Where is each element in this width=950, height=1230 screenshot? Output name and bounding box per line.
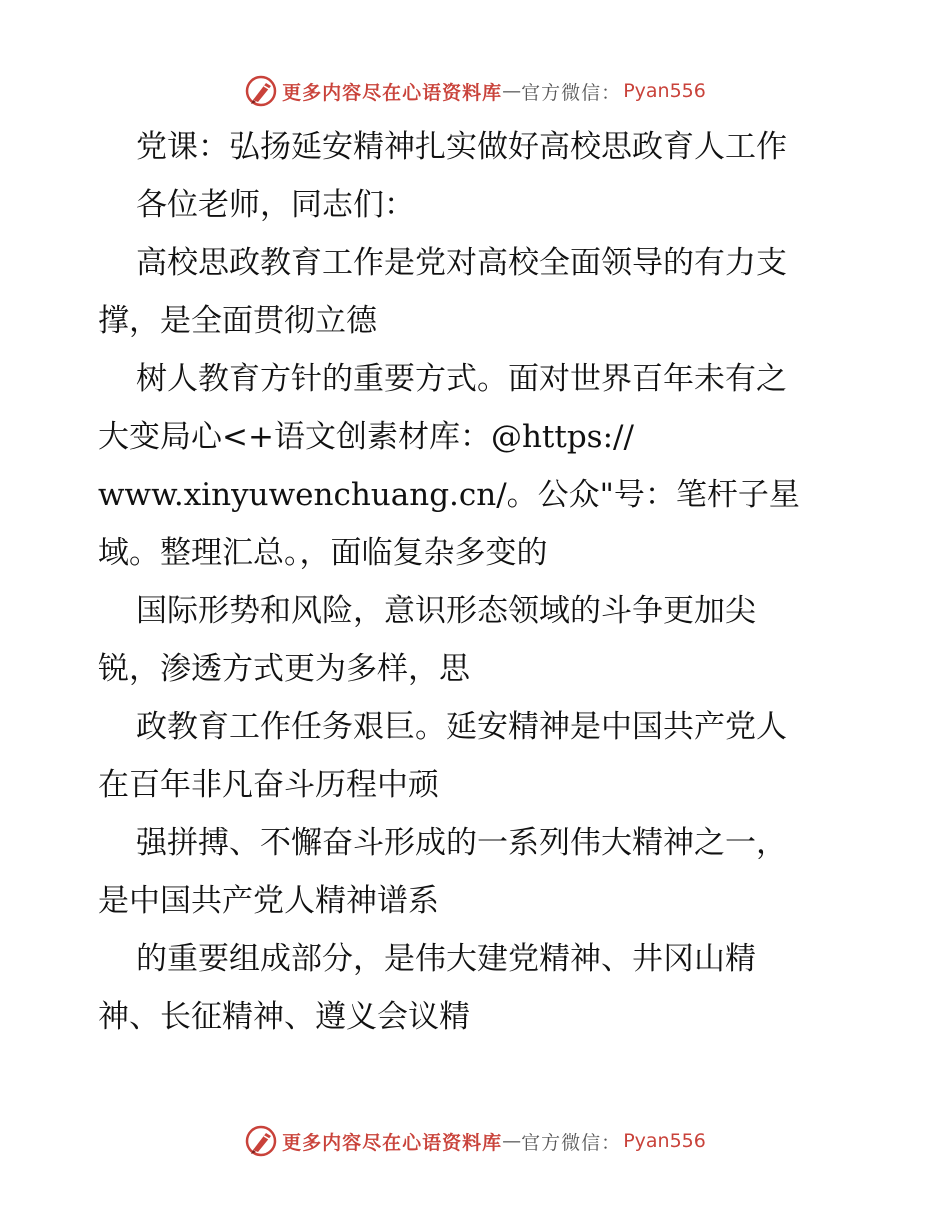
- banner-separator: —: [502, 80, 522, 102]
- paragraph-line: 国际形势和风险，意识形态领域的斗争更加尖: [136, 593, 756, 629]
- document-title: 党课：弘扬延安精神扎实做好高校思政育人工作: [136, 129, 787, 165]
- header-watermark-banner: [0, 71, 950, 111]
- paragraph-line: 域。整理汇总。，面临复杂多变的: [98, 535, 548, 571]
- banner-wechat-label: 官方微信：: [521, 81, 622, 104]
- paragraph-line: 强拼搏、不懈奋斗形成的一系列伟大精神之一，: [136, 825, 787, 861]
- paragraph-line: 是中国共产党人精神谱系: [98, 883, 439, 919]
- banner-wechat-id: Pyan556: [623, 80, 706, 102]
- salutation: 各位老师，同志们：: [136, 187, 415, 223]
- quill-pen-logo-icon: [244, 1124, 278, 1158]
- paragraph-line: 政教育工作任务艰巨。延安精神是中国共产党人: [136, 709, 787, 745]
- banner-separator: —: [502, 1130, 522, 1152]
- banner-wechat-label: 官方微信：: [521, 1131, 622, 1154]
- banner-wechat-id: Pyan556: [623, 1130, 706, 1152]
- paragraph-line: 锐，渗透方式更为多样，思: [98, 651, 470, 687]
- paragraph-line: 撑，是全面贯彻立德: [98, 303, 377, 339]
- paragraph-line: 的重要组成部分，是伟大建党精神、井冈山精: [136, 941, 756, 977]
- banner-main-text: 更多内容尽在心语资料库: [282, 81, 503, 104]
- document-body: [98, 118, 858, 1046]
- paragraph-line: 在百年非凡奋斗历程中顽: [98, 767, 439, 803]
- banner-main-text: 更多内容尽在心语资料库: [282, 1131, 503, 1154]
- paragraph-line: 树人教育方针的重要方式。面对世界百年未有之: [136, 361, 787, 397]
- paragraph-line: 大变局心<+语文创素材库：@https://: [98, 419, 634, 455]
- paragraph-line: 高校思政教育工作是党对高校全面领导的有力支: [136, 245, 787, 281]
- footer-watermark-banner: [0, 1121, 950, 1161]
- quill-pen-logo-icon: [244, 74, 278, 108]
- paragraph-line: www.xinyuwenchuang.cn/。公众"号：笔杆子星: [98, 477, 800, 513]
- paragraph-line: 神、长征精神、遵义会议精: [98, 999, 470, 1035]
